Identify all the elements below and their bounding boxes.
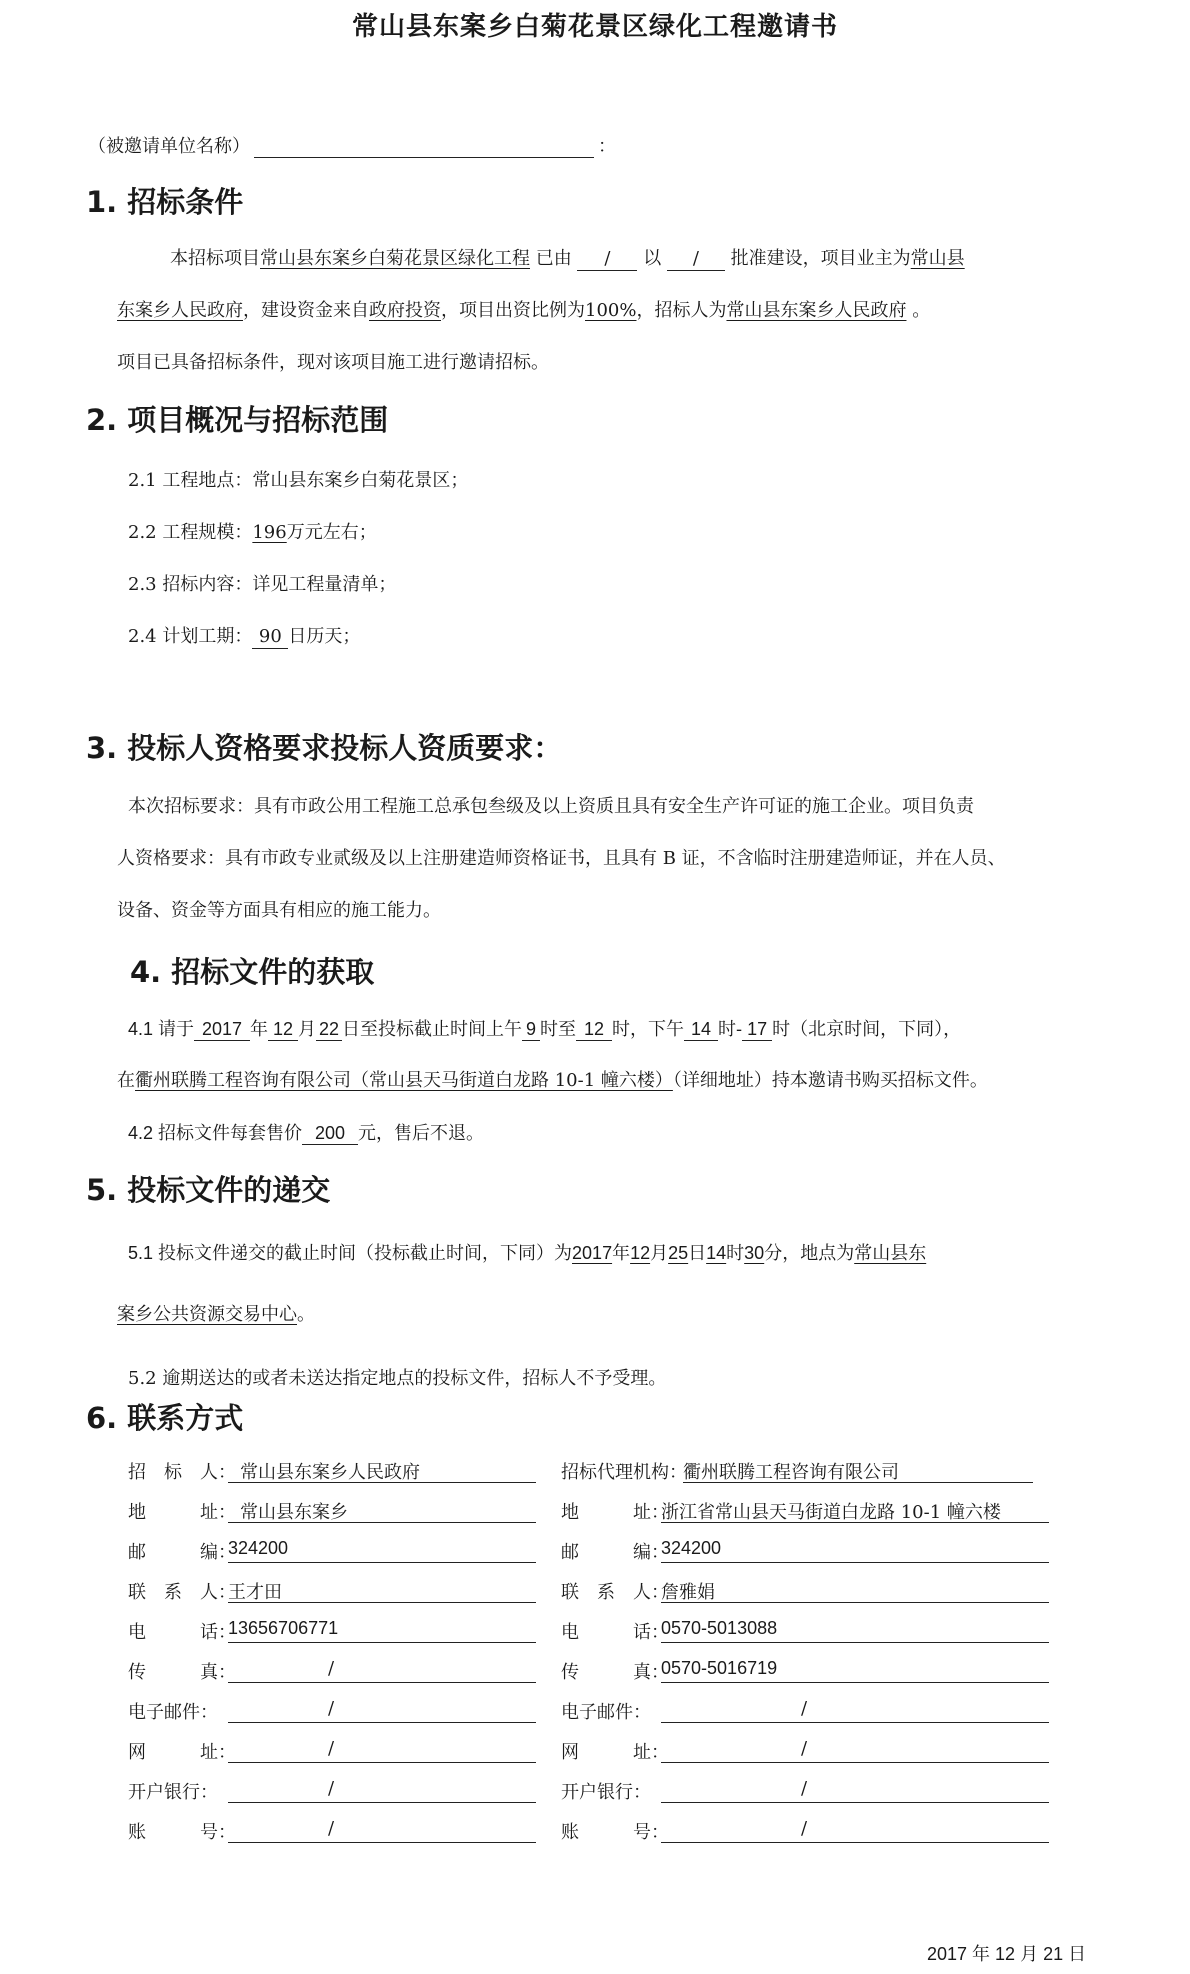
deadline-hour: 14: [706, 1243, 727, 1263]
s4-line-1: 4.1 请于 2017 年 12 月 22 日至投标截止时间上午 9 时至 12 时，下午 14 时- 17 时（北京时间，下同），: [128, 1019, 962, 1040]
fund-source: 政府投资: [369, 300, 441, 321]
s3-line-3: 设备、资金等方面具有相应的施工能力。: [117, 900, 441, 921]
section-1-heading: 1. 招标条件: [86, 185, 244, 219]
s4-line-3: 4.2 招标文件每套售价 200 元，售后不退。: [128, 1123, 485, 1144]
approval-no: /: [667, 248, 725, 271]
tenderer: 常山县东案乡人民政府: [726, 300, 907, 321]
s2-item-duration: 2.4 计划工期： 90 日历天；: [128, 626, 361, 647]
invitee-label: （被邀请单位名称）: [88, 136, 250, 157]
owner-part-a: 常山县: [910, 248, 965, 269]
invitee-blank: [254, 139, 594, 158]
invitee-line: [88, 132, 616, 158]
section-2-heading: 2. 项目概况与招标范围: [86, 403, 389, 437]
invitee-colon: ：: [598, 136, 616, 157]
document-date: 2017 年 12 月 21 日: [927, 1944, 1087, 1964]
section-4-heading: 4. 招标文件的获取: [130, 955, 375, 989]
submit-place-a: 常山县东: [854, 1243, 927, 1264]
document-price: 200: [302, 1122, 358, 1145]
obtain-hour-3: 14: [684, 1018, 718, 1041]
s5-line-3: 5.2 逾期送达的或者未送达指定地点的投标文件，招标人不予受理。: [128, 1368, 667, 1389]
funding-ratio: 100%: [585, 300, 637, 321]
section-6-heading: 6. 联系方式: [86, 1401, 244, 1435]
s4-line-2: 在衢州联腾工程咨询有限公司（常山县天马街道白龙路 10-1 幢六楼）（详细地址）持本邀请书购买招标文件。: [117, 1070, 988, 1091]
s5-line-1: 5.1 投标文件递交的截止时间（投标截止时间，下同）为2017年12月25日14时30分，地点为常山县东: [128, 1243, 927, 1264]
s3-line-1: 本次招标要求：具有市政公用工程施工总承包叁级及以上资质且具有安全生产许可证的施工企业。项目负责: [128, 796, 974, 817]
s1-line-2: 东案乡人民政府，建设资金来自政府投资，项目出资比例为100%，招标人为常山县东案乡人民政府 。: [117, 300, 931, 321]
approver: /: [577, 248, 637, 271]
obtain-hour-1: 9: [522, 1018, 540, 1041]
s2-item-scale: 2.2 工程规模：196万元左右；: [128, 522, 377, 543]
s1-line-1: 本招标项目常山县东案乡白菊花景区绿化工程 已由 / 以 / 批准建设，项目业主为常山县: [170, 248, 965, 269]
project-name: 常山县东案乡白菊花景区绿化工程: [260, 248, 530, 269]
obtain-month: 12: [268, 1018, 298, 1041]
s3-line-2: 人资格要求：具有市政专业贰级及以上注册建造师资格证书，且具有 B 证，不含临时注册建造师证，并在人员、: [117, 848, 1006, 869]
obtain-day: 22: [316, 1018, 342, 1041]
obtain-year: 2017: [194, 1018, 250, 1041]
obtain-place: 衢州联腾工程咨询有限公司（常山县天马街道白龙路 10-1 幢六楼）: [135, 1070, 673, 1091]
s2-item-location: 2.1 工程地点：常山县东案乡白菊花景区；: [128, 470, 469, 491]
deadline-year: 2017: [572, 1243, 613, 1263]
scale-value: 196: [252, 522, 287, 543]
duration-days: 90: [252, 626, 288, 649]
deadline-month: 12: [630, 1243, 651, 1263]
invitation-document: 常山县东案乡白菊花景区绿化工程邀请书 （被邀请单位名称） ： 1. 招标条件 本招标项目常山县东案乡白菊花景区绿化工程 已由 / 以 / 批准建设，项目业主为常山县 东案乡人民政府，建设资金来自政府投资，项目出资比例为100%，招标人为常山县东案乡人民政府 。 项目已具备招标条件，现对该项目施工进行邀请招标。 2. 项目概况与招标范围 2.1 工程地点：常山县东案乡白菊花景区； 2.2 工程规模：196万元左右； 2.3 招标内容：详见工程量清单； 2.4 计划工期： 90 日历天； 3. 投标人资格要求投标人资质要求： 本次招标要求：具有市政公用工程施工总承包叁级及以上资质且具有安全生产许可证的施工企业。项目负责 人资格要求：具有市政专业贰级及以上注册建造师资格证书，且具有 B 证，不含临时注册建造师证，并在人员、 设备、资金等方面具有相应的施工能力。 4. 招标文件的获取 4.1 请于 2017 年 12 月 22 日至投标截止时间上午 9 时至 12 时，下午 14 时- 17 时（北京时间，下同）， 在衢州联腾工程咨询有限公司（常山县天马街道白龙路 10-1 幢六楼）（详细地址）持本邀请书购买招标文件。 4.2 招标文件每套售价 200 元，售后不退。 5. 投标文件的递交 5.1 投标文件递交的截止时间（投标截止时间，下同）为2017年12月25日14时30分，地点为常山县东 案乡公共资源交易中心。 5.2 逾期送达的或者未送达指定地点的投标文件，招标人不予受理。 6. 联系方式 招 标 人： 常山县东案乡人民政府 地 址： 常山县东案乡 邮 编： 324200 联 系 人： 王才田 电 话： 13656706771 传 真： / 电子邮件： / 网 址： / 开户银行： / 账 号： / 招标代理机构： 衢州联腾工程咨询有限公司 地 址： 浙江省常山县天马街道白龙路 10-1 幢六楼 邮 编： 324200 联 系 人： 詹雅娟 电 话： 0570-5013088 传 真： 0570-5016719 电子邮件： / 网 址： / 开户银行： / 账 号： / 2017 年 12 月 21 日: [0, 0, 1190, 1974]
deadline-minute: 30: [744, 1243, 765, 1263]
section-5-heading: 5. 投标文件的递交: [86, 1173, 331, 1207]
document-title: 常山县东案乡白菊花景区绿化工程邀请书: [351, 12, 838, 42]
section-3-heading: 3. 投标人资格要求投标人资质要求：: [86, 731, 563, 765]
s5-line-2: 案乡公共资源交易中心。: [117, 1304, 315, 1325]
s1-line-3: 项目已具备招标条件，现对该项目施工进行邀请招标。: [117, 352, 549, 373]
deadline-day: 25: [668, 1243, 689, 1263]
obtain-hour-4: 17: [742, 1018, 772, 1041]
obtain-hour-2: 12: [576, 1018, 612, 1041]
owner-part-b: 东案乡人民政府: [117, 300, 243, 321]
s2-item-content: 2.3 招标内容：详见工程量清单；: [128, 574, 397, 595]
submit-place-b: 案乡公共资源交易中心: [117, 1304, 297, 1325]
